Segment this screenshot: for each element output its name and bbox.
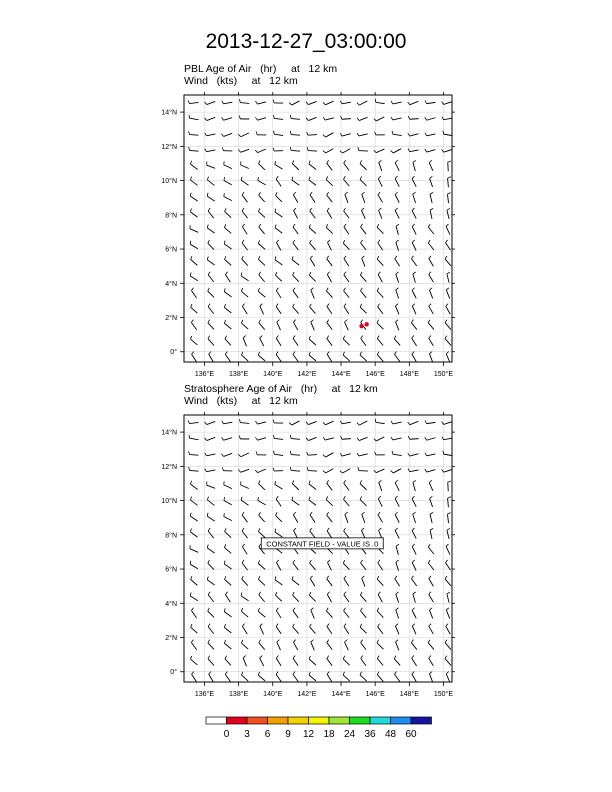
panel1-title: PBL Age of Air (hr) at 12 km [184,63,338,75]
panel1-subtitle: Wind (kts) at 12 km [184,75,298,87]
x-tick-label: 142°E [297,691,317,698]
colorbar-swatch [247,717,268,724]
y-tick-label: 4°N [165,600,177,608]
colorbar-label: 60 [405,729,417,740]
colorbar-swatch [206,717,227,724]
colorbar-label: 12 [302,729,315,740]
y-tick-label: 2°N [165,315,177,322]
age-of-air-point [359,324,363,328]
x-tick-label: 146°E [365,691,385,698]
y-tick-label: 6°N [165,246,177,254]
x-tick-label: 138°E [229,371,249,378]
x-tick-label: 148°E [399,371,419,378]
colorbar-label: 6 [264,729,271,740]
y-tick-label: 0° [170,669,177,677]
y-tick-label: 10°N [161,498,177,506]
wind-barb-field [188,419,452,682]
y-tick-label: 14°N [161,429,177,437]
colorbar-swatch [288,717,309,724]
colorbar-swatch [227,717,248,724]
y-tick-label: 10°N [161,178,177,186]
colorbar-label: 36 [364,729,376,740]
colorbar-label: 48 [384,729,397,740]
colorbar-label: 18 [323,729,335,740]
x-tick-label: 136°E [194,691,215,698]
colorbar-swatch [329,717,350,724]
y-tick-label: 12°N [161,143,177,151]
x-tick-label: 140°E [263,691,283,698]
colorbar [205,716,445,746]
x-tick-label: 142°E [297,371,317,378]
x-tick-label: 138°E [229,691,249,698]
colorbar-swatch [370,717,391,724]
pbl-age-of-air-wind-map [150,85,470,385]
y-tick-label: 6°N [165,566,177,574]
panel2-subtitle: Wind (kts) at 12 km [184,395,298,407]
colorbar-swatch [391,717,412,724]
x-tick-label: 136°E [194,371,215,378]
x-tick-label: 140°E [263,371,283,378]
page-title: 2013-12-27_03:00:00 [205,30,407,53]
colorbar-swatch [350,717,371,724]
colorbar-label: 9 [285,729,291,740]
x-tick-label: 148°E [399,691,419,698]
x-tick-label: 144°E [331,691,351,698]
x-tick-label: 146°E [365,371,385,378]
age-of-air-point [364,322,368,326]
x-tick-label: 150°E [433,691,454,698]
colorbar-swatch [268,717,289,724]
y-tick-label: 8°N [165,212,177,220]
colorbar-swatch [309,717,330,724]
colorbar-label: 3 [244,729,250,740]
y-tick-label: 2°N [165,635,177,642]
panel2-title: Stratosphere Age of Air (hr) at 12 km [184,383,378,395]
stratosphere-age-of-air-wind-map [150,405,470,705]
colorbar-label: 0 [223,729,230,740]
x-tick-label: 144°E [331,371,351,378]
y-tick-label: 12°N [161,463,177,471]
wind-barb-field [188,99,452,362]
constant-field-label: CONSTANT FIELD - VALUE IS .0 [266,539,379,549]
colorbar-label: 24 [343,729,356,740]
y-tick-label: 0° [170,349,177,357]
y-tick-label: 8°N [165,532,177,540]
y-tick-label: 14°N [161,109,177,117]
colorbar-swatch [411,717,432,724]
y-tick-label: 4°N [165,280,177,288]
x-tick-label: 150°E [433,371,454,378]
